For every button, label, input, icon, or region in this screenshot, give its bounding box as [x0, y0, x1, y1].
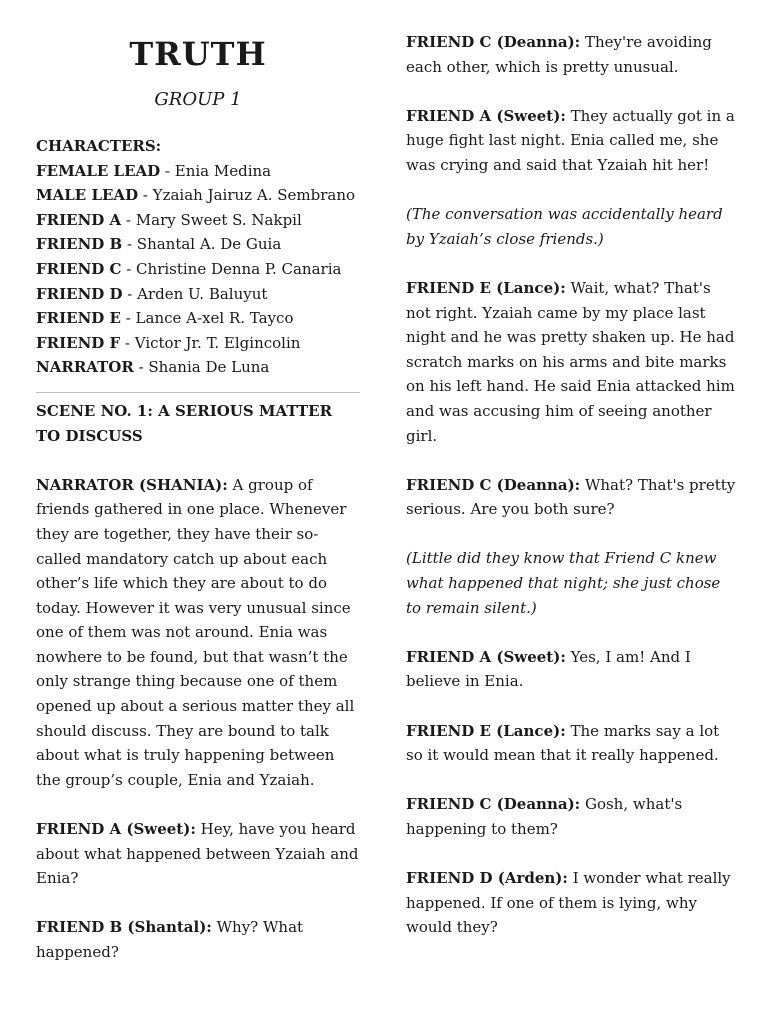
dialogue-text: I wonder what really happened. If one of them is lying, why would they?	[406, 869, 731, 937]
dialogue-text: The marks say a lot so it would mean that it really happened.	[406, 721, 720, 765]
speaker-label: FRIEND C (Deanna):	[406, 475, 581, 494]
speaker-label: FRIEND B (Shantal):	[36, 918, 212, 937]
character-role: FRIEND B	[36, 235, 123, 254]
character-entry	[36, 208, 360, 233]
character-entry	[36, 306, 360, 331]
section-divider	[36, 392, 360, 393]
character-name: - Christine Denna P. Canaria	[121, 259, 342, 278]
stage-direction: (Little did they know that Friend C knew what happened that night; she just chose to remain silent.)	[406, 549, 721, 617]
dialogue-line	[36, 473, 360, 793]
character-entry	[36, 159, 360, 184]
stage-direction: (The conversation was accidentally heard by Yzaiah’s close friends.)	[406, 205, 723, 248]
dialogue-text: Hey, have you heard about what happened between Yzaiah and Enia?	[36, 820, 359, 888]
character-entry	[36, 282, 360, 307]
speaker-label: FRIEND E (Lance):	[406, 278, 566, 297]
dialogue-line	[406, 276, 736, 448]
character-name: - Shania De Luna	[133, 358, 270, 377]
dialogue-text: Gosh, what's happening to them?	[406, 795, 683, 838]
character-entry	[36, 331, 360, 356]
page-title: TRUTH	[129, 35, 267, 73]
speaker-label: FRIEND C (Deanna):	[406, 795, 581, 814]
dialogue-line	[406, 104, 736, 178]
dialogue-text: A group of friends gathered in one place. Whenever they are together, they have their so-called mandatory catch up about each other’s life which they are about to do today. However it was very unusual since one of them was not around. Enia was nowhere to be found, but that wasn’t the only strange thing because one of them opened up about a serious matter they all should discuss. They are bound to talk about what is truly happening between the group’s couple, Enia and Yzaiah.	[36, 475, 355, 789]
character-role: FRIEND E	[36, 309, 121, 328]
page-subtitle: GROUP 1	[154, 89, 242, 110]
character-name: - Mary Sweet S. Nakpil	[121, 210, 302, 229]
character-name: - Yzaiah Jairuz A. Sembrano	[138, 186, 356, 205]
speaker-label: FRIEND A (Sweet):	[406, 647, 566, 666]
speaker-label: FRIEND A (Sweet):	[36, 820, 196, 839]
speaker-label: FRIEND C (Deanna):	[406, 33, 581, 51]
dialogue-line	[406, 473, 736, 522]
character-entry	[36, 183, 360, 208]
character-name: - Arden U. Baluyut	[122, 284, 268, 303]
scene-heading: SCENE NO. 1: A SERIOUS MATTER TO DISCUSS	[36, 401, 333, 445]
character-entry	[36, 232, 360, 257]
dialogue-text: Yes, I am! And I believe in Enia.	[406, 647, 691, 691]
character-role: FRIEND C	[36, 259, 122, 278]
character-role: FRIEND F	[36, 333, 121, 352]
dialogue-line	[406, 792, 736, 841]
character-name: - Shantal A. De Guia	[122, 235, 282, 254]
dialogue-text: What? That's pretty serious. Are you both sure?	[406, 475, 736, 519]
dialogue-line	[406, 866, 736, 940]
dialogue-text: Wait, what? That's not right. Yzaiah came by my place last night and he was pretty shaken up. He had scratch marks on his arms and bite marks on his left hand. He said Enia attacked him and was accusing him of seeing another girl.	[406, 278, 735, 445]
dialogue-line	[406, 645, 736, 694]
character-role: MALE LEAD	[36, 186, 139, 205]
characters-heading: CHARACTERS:	[36, 137, 162, 155]
character-role: NARRATOR	[36, 358, 134, 377]
speaker-label: FRIEND E (Lance):	[406, 721, 566, 740]
dialogue-text: They're avoiding each other, which is pretty unusual.	[406, 33, 712, 76]
speaker-label: FRIEND A (Sweet):	[406, 106, 566, 125]
dialogue-line	[36, 817, 360, 891]
character-entry	[36, 355, 360, 380]
characters-section	[36, 134, 360, 380]
speaker-label: FRIEND D (Arden):	[406, 869, 568, 888]
character-entry	[36, 257, 360, 282]
left-column	[36, 30, 360, 989]
character-role: FRIEND D	[36, 284, 123, 303]
character-name: - Enia Medina	[160, 161, 272, 180]
dialogue-line	[36, 915, 360, 964]
dialogue-text: Why? What happened?	[36, 918, 304, 961]
right-column	[406, 30, 736, 965]
character-name: - Lance A-xel R. Tayco	[120, 309, 294, 328]
character-name: - Victor Jr. T. Elgincolin	[120, 333, 301, 352]
dialogue-line	[406, 719, 736, 768]
character-role: FEMALE LEAD	[36, 161, 161, 180]
character-role: FRIEND A	[36, 210, 122, 229]
dialogue-line	[406, 30, 736, 79]
speaker-label: NARRATOR (SHANIA):	[36, 475, 228, 494]
dialogue-text: They actually got in a huge fight last night. Enia called me, she was crying and said that Yzaiah hit her!	[406, 106, 735, 174]
